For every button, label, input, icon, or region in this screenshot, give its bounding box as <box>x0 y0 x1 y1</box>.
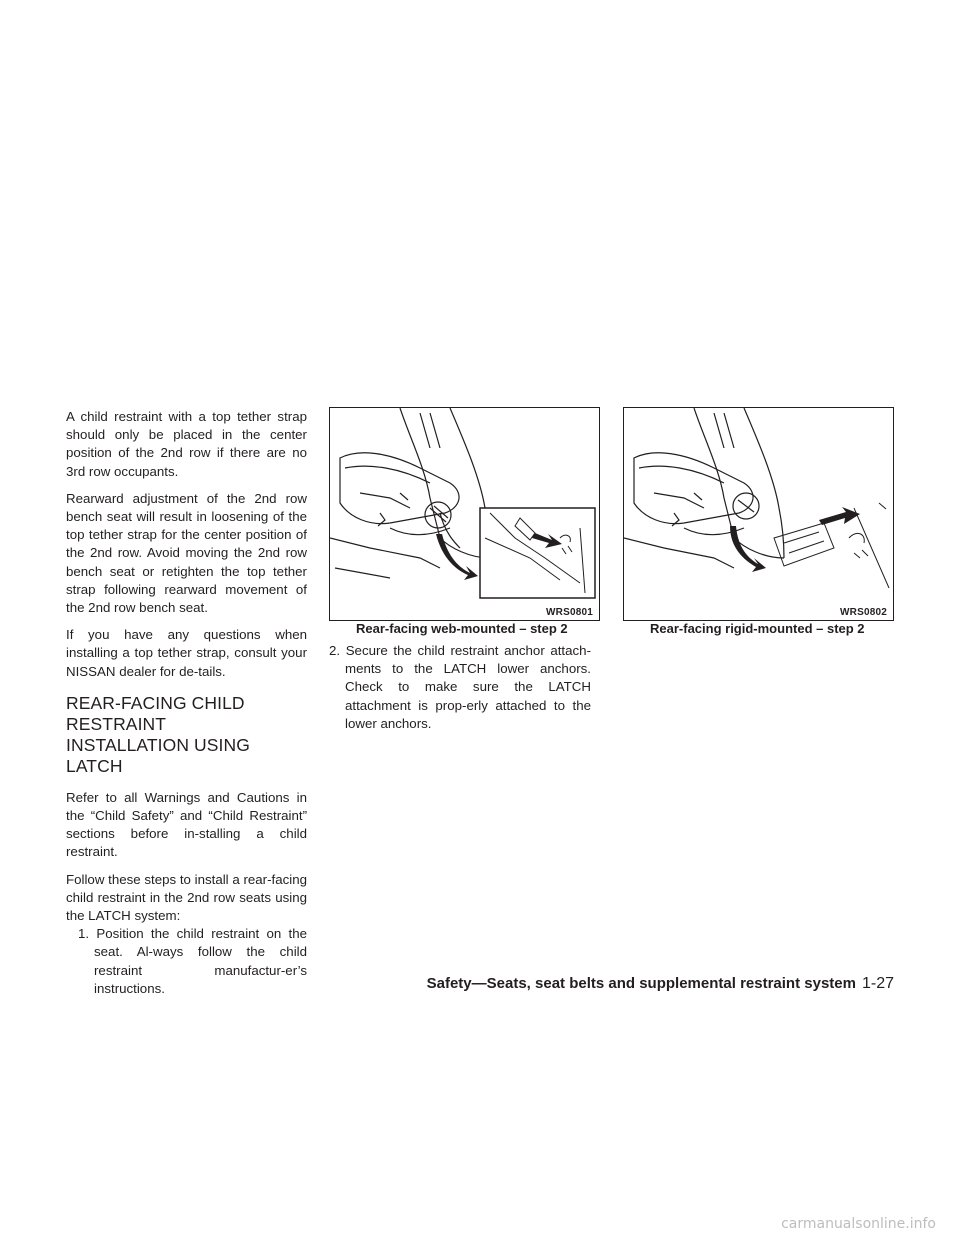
figure-code: WRS0801 <box>546 607 593 618</box>
step-2: 2. Secure the child restraint anchor attach-ments to the LATCH lower anchors. Check to make sure the LATCH attachment is prop-erly attached to the lower anchors. <box>329 643 591 731</box>
figure-code: WRS0802 <box>840 607 887 618</box>
paragraph-questions: If you have any questions when installing a top tether strap, consult your NISSAN dealer for de-tails. <box>66 627 307 679</box>
figure-caption-web-mounted: Rear-facing web-mounted – step 2 <box>356 621 568 636</box>
paragraph-warnings: Refer to all Warnings and Cautions in the “Child Safety” and “Child Restraint” sections before in-stalling a child restraint. <box>66 789 307 860</box>
paragraph-tether-center: A child restraint with a top tether strap should only be placed in the center position of the 2nd row if there are no 3rd row occupants. <box>66 409 307 479</box>
figure-rigid-mounted <box>623 407 894 621</box>
step-1: 1. Position the child restraint on the seat. Al-ways follow the child restraint manufactur-er’s instructions. <box>78 926 307 996</box>
left-column <box>66 408 307 998</box>
footer-section-title: Safety—Seats, seat belts and supplemental restraint system <box>426 975 856 992</box>
watermark: carmanualsonline.info <box>781 1216 936 1232</box>
figure-caption-rigid-mounted: Rear-facing rigid-mounted – step 2 <box>650 621 865 636</box>
paragraph-steps-intro: Follow these steps to install a rear-facing child restraint in the 2nd row seats using the LATCH system: <box>66 871 307 924</box>
figure-web-mounted <box>329 407 600 621</box>
middle-column <box>329 642 591 733</box>
web-mounted-illustration <box>330 408 601 622</box>
page-footer <box>427 975 894 993</box>
page-number: 1-27 <box>861 975 894 992</box>
rigid-mounted-illustration <box>624 408 895 622</box>
section-heading <box>66 693 307 777</box>
paragraph-rearward-adjustment: Rearward adjustment of the 2nd row bench seat will result in loosening of the top tether strap for the center position of the 2nd row. Avoid moving the 2nd row bench seat or retighten the top tether strap following rearward movement of the 2nd row bench seat. <box>66 490 307 616</box>
heading-line-2: INSTALLATION USING LATCH <box>66 734 250 776</box>
heading-line-1: REAR-FACING CHILD RESTRAINT <box>66 692 245 734</box>
